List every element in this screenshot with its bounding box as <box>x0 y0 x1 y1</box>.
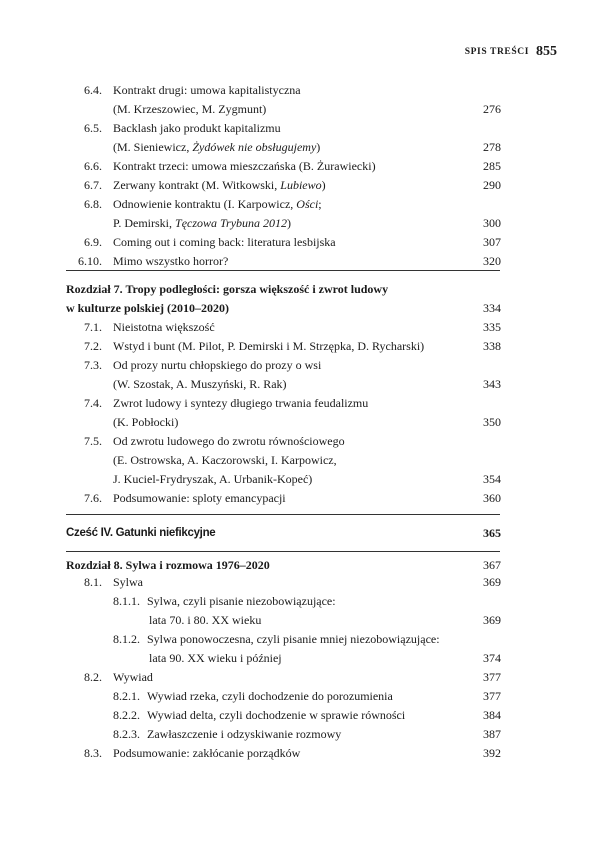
entry-number: 7.5. <box>84 434 102 448</box>
entry-title <box>113 413 178 431</box>
toc-entry <box>0 318 596 336</box>
entry-title-text: P. Demirski, <box>113 216 176 230</box>
entry-title-text: Sylwa, czyli pisanie niezobowiązujące: <box>147 594 336 608</box>
entry-page: 320 <box>483 254 501 268</box>
entry-title <box>113 375 287 393</box>
entry-title-text: Od zwrotu ludowego do zwrotu równościowego <box>113 434 345 448</box>
entry-page: 369 <box>483 613 501 627</box>
header-label: SPIS TREŚCI <box>464 47 529 57</box>
entry-title <box>113 100 266 118</box>
entry-number: 6.4. <box>84 83 102 97</box>
toc-entry <box>0 573 596 591</box>
entry-page: 350 <box>483 415 501 429</box>
entry-title-text: Rozdział 8. Sylwa i rozmowa 1976–2020 <box>66 558 270 572</box>
entry-title-italic: Tęczowa Trybuna 2012 <box>175 216 288 230</box>
entry-page: 387 <box>483 727 501 741</box>
entry-title-text: Wywiad delta, czyli dochodzenie w sprawie równości <box>147 708 406 722</box>
entry-page: 285 <box>483 159 501 173</box>
entry-title-text: Wstyd i bunt (M. Pilot, P. Demirski i M. Strzępka, D. Rycharski) <box>113 339 425 353</box>
toc-entry <box>0 432 596 450</box>
toc-entry <box>0 119 596 137</box>
entry-number: 8.2. <box>84 670 102 684</box>
entry-page: 278 <box>483 140 501 154</box>
toc-entry <box>0 176 596 194</box>
toc-entry <box>0 233 596 251</box>
toc-entry <box>0 337 596 355</box>
entry-page: 343 <box>483 377 501 391</box>
entry-title <box>113 81 301 99</box>
entry-title-suffix: ) <box>321 178 326 192</box>
entry-page: 338 <box>483 339 501 353</box>
toc-entry <box>0 611 596 629</box>
entry-title <box>149 649 282 667</box>
entry-number: 6.6. <box>84 159 102 173</box>
entry-title-text: Nieistotna większość <box>113 320 215 334</box>
entry-title <box>147 725 341 743</box>
entry-number: 7.2. <box>84 339 102 353</box>
entry-title <box>113 138 320 156</box>
entry-title <box>113 394 368 412</box>
toc-entry <box>0 524 596 542</box>
entry-title <box>147 630 440 648</box>
toc-entry <box>0 668 596 686</box>
toc-entry <box>0 592 596 610</box>
entry-title-text: Coming out i coming back: literatura lesbijska <box>113 235 336 249</box>
entry-title <box>113 744 300 762</box>
entry-title <box>149 611 261 629</box>
entry-page: 354 <box>483 472 501 486</box>
entry-number: 8.2.1. <box>113 689 140 703</box>
entry-title-text: Cześć IV. Gatunki niefikcyjne <box>66 527 216 539</box>
entry-title-text: (M. Sieniewicz, <box>113 140 193 154</box>
entry-number: 7.6. <box>84 491 102 505</box>
entry-title <box>147 687 393 705</box>
entry-title-text: Odnowienie kontraktu (I. Karpowicz, <box>113 197 297 211</box>
toc-entry <box>0 470 596 488</box>
entry-page: 307 <box>483 235 501 249</box>
entry-title-italic: Lubiewo <box>280 178 322 192</box>
entry-title-text: Kontrakt trzeci: umowa mieszczańska (B. Żurawiecki) <box>113 159 376 173</box>
toc-entry <box>0 744 596 762</box>
entry-title-text: Wywiad <box>113 670 153 684</box>
page-number: 855 <box>536 44 557 59</box>
entry-number: 7.1. <box>84 320 102 334</box>
entry-page: 334 <box>483 301 501 315</box>
entry-title <box>66 524 215 542</box>
entry-title-text: (E. Ostrowska, A. Kaczorowski, I. Karpowicz, <box>113 453 337 467</box>
toc-entry <box>0 252 596 270</box>
entry-number: 7.3. <box>84 358 102 372</box>
entry-title <box>113 119 281 137</box>
toc-entry <box>0 356 596 374</box>
entry-page: 290 <box>483 178 501 192</box>
entry-title <box>113 337 424 355</box>
entry-title-text: lata 70. i 80. XX wieku <box>149 613 262 627</box>
entry-title <box>113 157 376 175</box>
toc-entry <box>0 100 596 118</box>
entry-title <box>113 470 312 488</box>
entry-title <box>113 356 321 374</box>
entry-title-text: lata 90. XX wieku i później <box>149 651 282 665</box>
toc-entry <box>0 214 596 232</box>
entry-number: 6.9. <box>84 235 102 249</box>
entry-number: 6.10. <box>78 254 102 268</box>
entry-title-text: Zwrot ludowy i syntezy długiego trwania feudalizmu <box>113 396 369 410</box>
entry-title-suffix: ) <box>316 140 321 154</box>
entry-title-text: Zawłaszczenie i odzyskiwanie rozmowy <box>147 727 342 741</box>
entry-title <box>113 176 326 194</box>
toc-entry <box>0 649 596 667</box>
entry-page: 335 <box>483 320 501 334</box>
toc-entry <box>0 394 596 412</box>
entry-title-text: Backlash jako produkt kapitalizmu <box>113 121 281 135</box>
entry-title-text: Od prozy nurtu chłopskiego do prozy o wsi <box>113 358 322 372</box>
entry-title <box>113 195 322 213</box>
entry-page: 360 <box>483 491 501 505</box>
toc-entry <box>0 299 596 317</box>
entry-page: 374 <box>483 651 501 665</box>
entry-title <box>147 592 336 610</box>
toc-entry <box>0 451 596 469</box>
divider <box>66 514 500 515</box>
entry-title-text: w kulturze polskiej (2010–2020) <box>66 301 229 315</box>
entry-title <box>147 706 405 724</box>
entry-page: 377 <box>483 689 501 703</box>
entry-page: 377 <box>483 670 501 684</box>
entry-title <box>113 489 286 507</box>
entry-title-text: (K. Pobłocki) <box>113 415 179 429</box>
entry-title-suffix: ; <box>318 197 322 211</box>
entry-number: 6.7. <box>84 178 102 192</box>
entry-title <box>66 280 388 298</box>
entry-title-italic: Ości <box>296 197 319 211</box>
entry-number: 8.2.2. <box>113 708 140 722</box>
entry-title-italic: Żydówek nie obsługujemy <box>192 140 317 154</box>
entry-number: 7.4. <box>84 396 102 410</box>
running-header <box>0 44 596 64</box>
entry-title-text: J. Kuciel-Frydryszak, A. Urbanik-Kopeć) <box>113 472 313 486</box>
entry-title <box>113 233 336 251</box>
entry-title <box>113 451 337 469</box>
entry-title-text: Podsumowanie: zakłócanie porządków <box>113 746 301 760</box>
entry-title-text: Zerwany kontrakt (M. Witkowski, <box>113 178 281 192</box>
entry-page: 369 <box>483 575 501 589</box>
toc-entry <box>0 687 596 705</box>
entry-title-text: Mimo wszystko horror? <box>113 254 229 268</box>
divider <box>66 551 500 552</box>
toc-entry <box>0 375 596 393</box>
entry-title <box>113 573 143 591</box>
toc-entry <box>0 725 596 743</box>
entry-title <box>113 252 228 270</box>
entry-page: 300 <box>483 216 501 230</box>
entry-title <box>66 556 270 574</box>
entry-number: 8.1. <box>84 575 102 589</box>
entry-number: 8.2.3. <box>113 727 140 741</box>
toc-entry <box>0 630 596 648</box>
entry-title <box>66 299 229 317</box>
entry-page: 392 <box>483 746 501 760</box>
entry-number: 8.1.1. <box>113 594 140 608</box>
entry-number: 6.8. <box>84 197 102 211</box>
toc-entry <box>0 157 596 175</box>
toc-entry <box>0 195 596 213</box>
toc-entry <box>0 413 596 431</box>
entry-number: 8.3. <box>84 746 102 760</box>
entry-title-text: Kontrakt drugi: umowa kapitalistyczna <box>113 83 301 97</box>
entry-number: 8.1.2. <box>113 632 140 646</box>
entry-title-text: Podsumowanie: sploty emancypacji <box>113 491 286 505</box>
entry-title <box>113 432 345 450</box>
entry-title-text: (W. Szostak, A. Muszyński, R. Rak) <box>113 377 287 391</box>
entry-title-text: (M. Krzeszowiec, M. Zygmunt) <box>113 102 267 116</box>
entry-title <box>113 214 291 232</box>
toc-entry <box>0 489 596 507</box>
entry-title-text: Sylwa <box>113 575 143 589</box>
entry-page: 367 <box>483 558 501 572</box>
toc-entry <box>0 556 596 574</box>
entry-page: 276 <box>483 102 501 116</box>
entry-page: 365 <box>483 526 501 540</box>
toc-entry <box>0 81 596 99</box>
toc-entry <box>0 280 596 298</box>
entry-title-text: Wywiad rzeka, czyli dochodzenie do porozumienia <box>147 689 393 703</box>
toc-entry <box>0 138 596 156</box>
entry-title-text: Rozdział 7. Tropy podległości: gorsza większość i zwrot ludowy <box>66 282 389 296</box>
entry-number: 6.5. <box>84 121 102 135</box>
entry-title <box>113 318 215 336</box>
divider <box>66 270 500 271</box>
toc-entry <box>0 706 596 724</box>
entry-title-text: Sylwa ponowoczesna, czyli pisanie mniej niezobowiązujące: <box>147 632 440 646</box>
entry-title-suffix: ) <box>287 216 292 230</box>
entry-page: 384 <box>483 708 501 722</box>
entry-title <box>113 668 153 686</box>
